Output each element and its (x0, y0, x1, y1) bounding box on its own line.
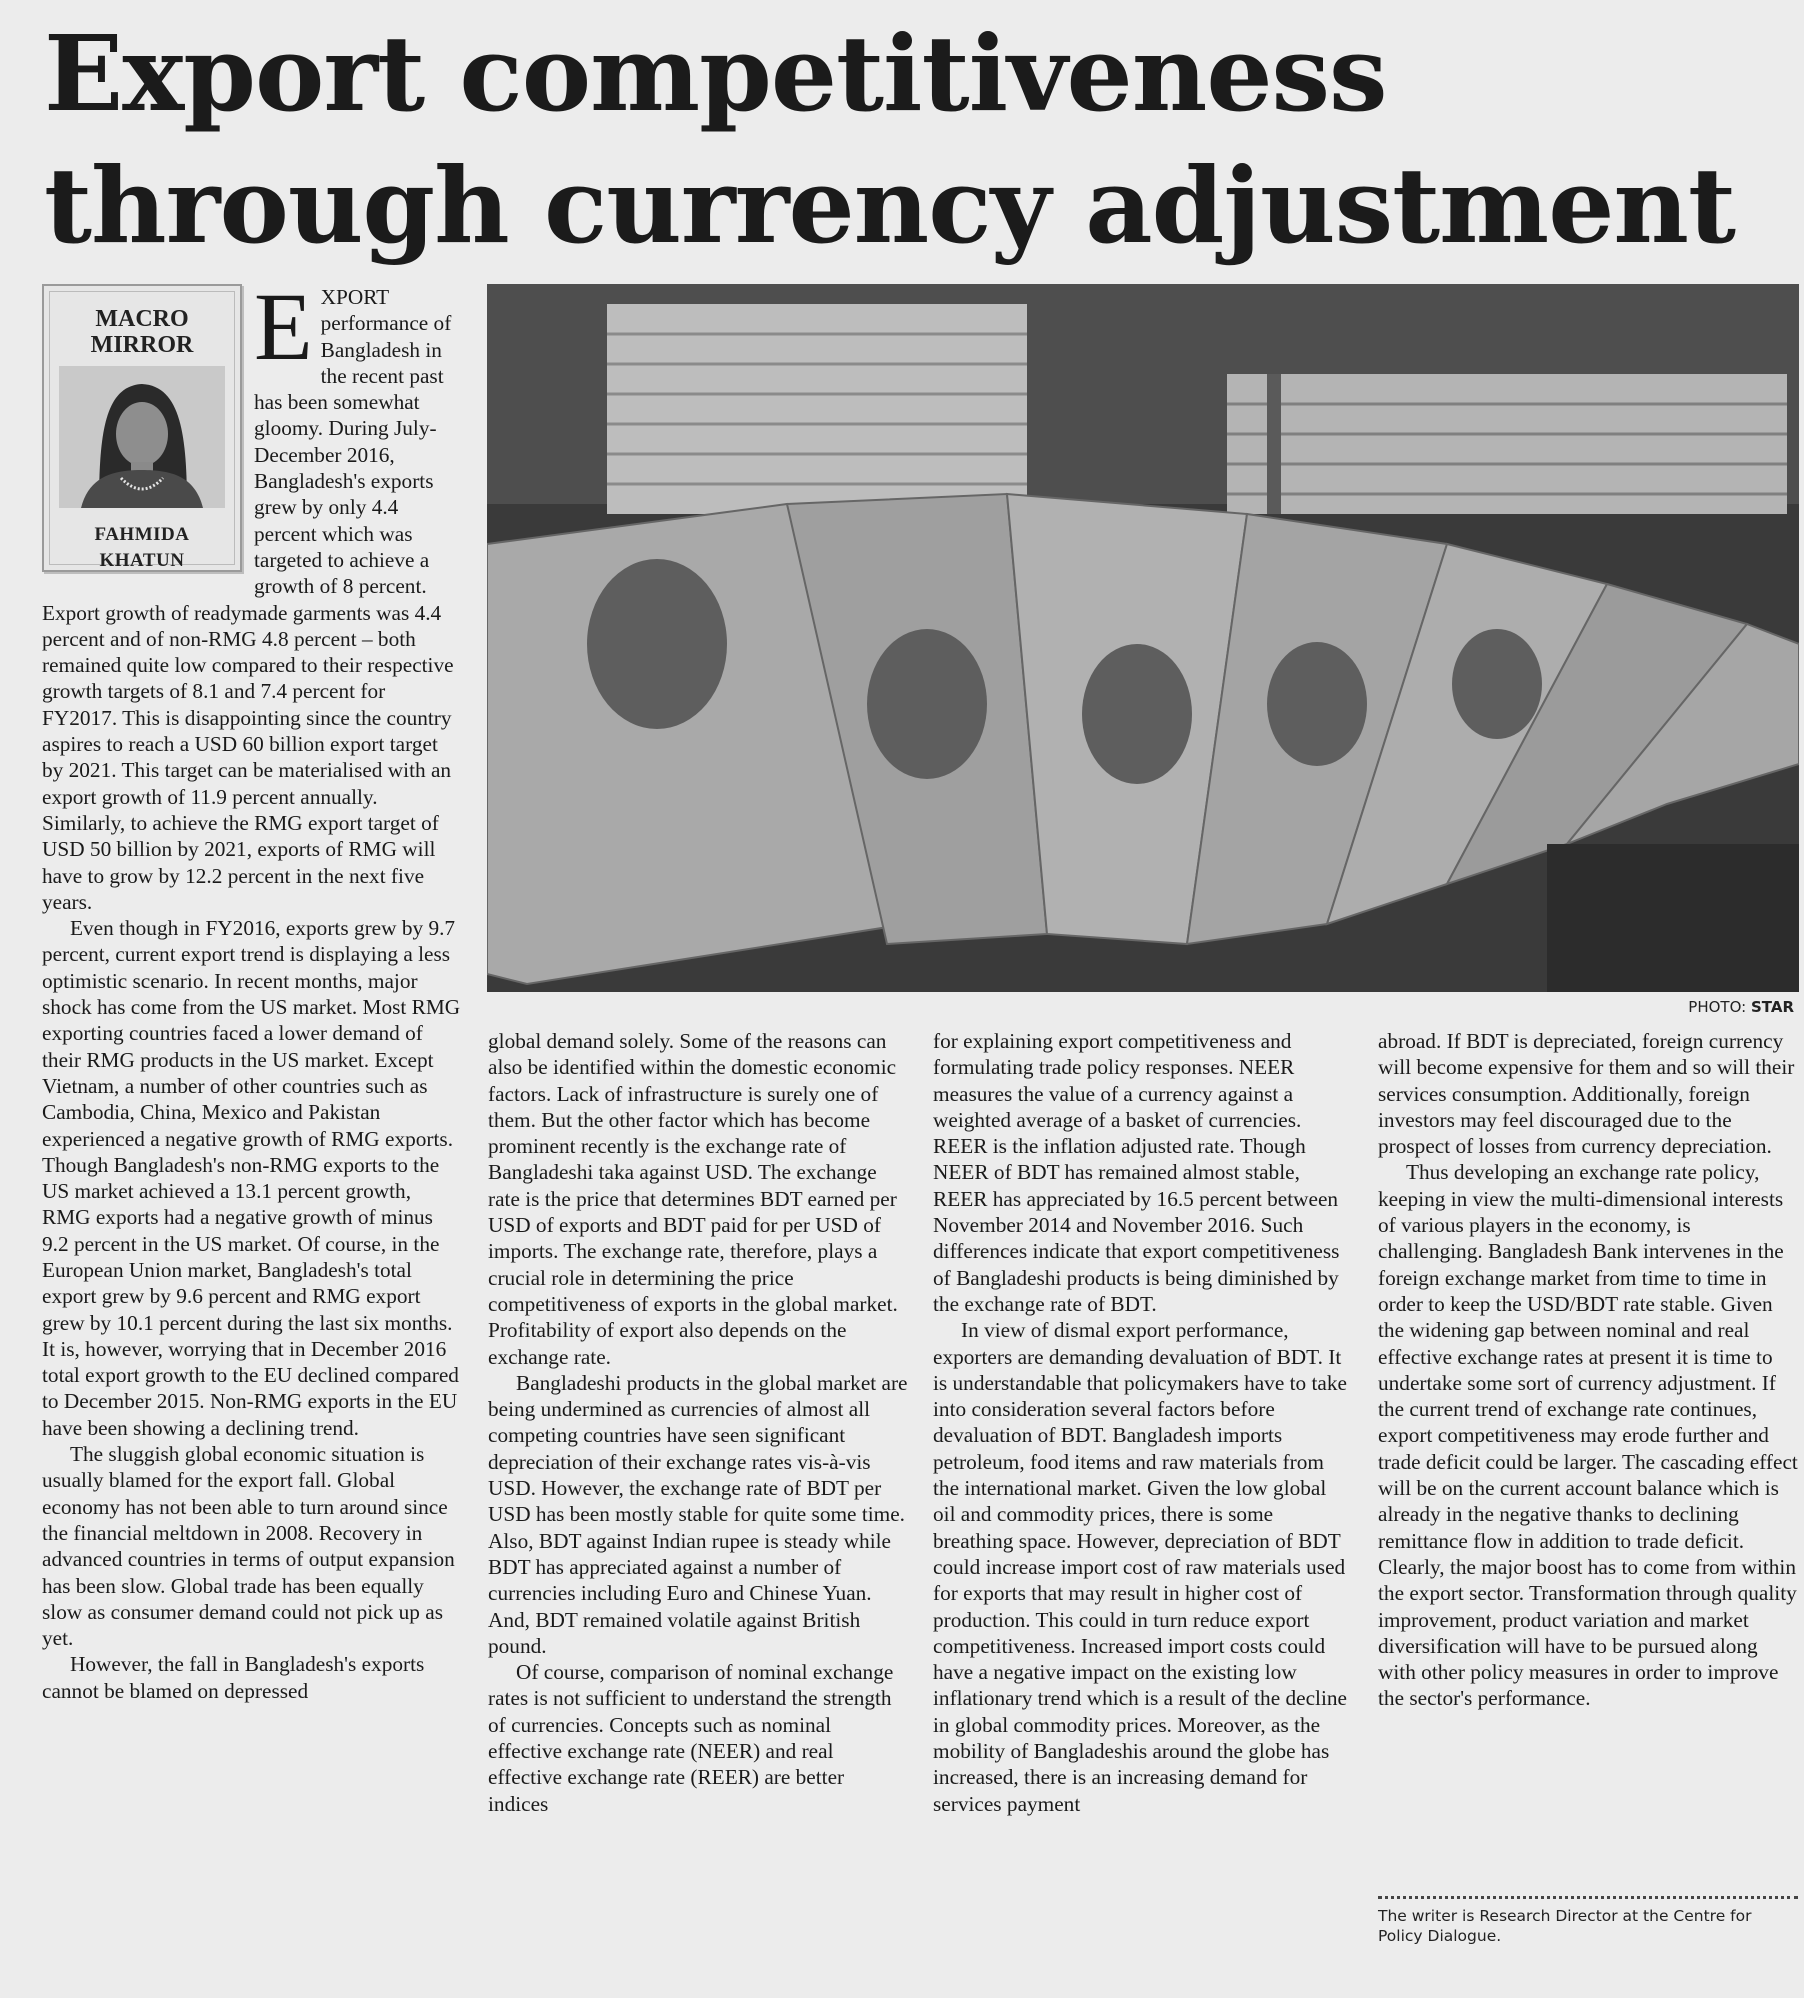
paragraph: abroad. If BDT is depreciated, foreign currency will become expensive for them and so will their services consumption. Additionally, foreign investors may feel discouraged due to the prospect of losses from currency depreciation. (1378, 1029, 1795, 1159)
column-name (50, 306, 234, 358)
photo-credit-label: PHOTO: (1688, 998, 1747, 1016)
paragraph: for explaining export competitiveness and formulating trade policy responses. NEER measures the value of a currency against a weighted average of a basket of currencies. REER is the inflation adjusted rate. Though NEER of BDT has remained almost stable, REER has appreciated by 16.5 percent between November 2014 and November 2016. Such differences indicate that export competitiveness of Bangladeshi products is being diminished by the exchange rate of BDT. (933, 1029, 1340, 1316)
column-name-line-1: MACRO (95, 306, 189, 332)
column-name-line-2: MIRROR (90, 332, 194, 358)
banknotes-photo (487, 284, 1799, 992)
author-portrait (59, 366, 225, 508)
article-column-3 (933, 1028, 1353, 1817)
article-column-1 (42, 273, 462, 1704)
photo-credit-source: STAR (1750, 998, 1794, 1016)
article-column-2 (488, 1028, 908, 1817)
paragraph: Bangladeshi products in the global market are being undermined as currencies of almost all competing countries have seen significant depreciation of their exchange rates vis-à-vis USD. However, the exchange rate of BDT per USD has been mostly stable for quite some time. Also, BDT against Indian rupee is steady while BDT has appreciated against a number of currencies including Euro and Chinese Yuan. And, BDT remained volatile against British pound. (488, 1370, 908, 1658)
paragraph: XPORT performance of Bangladesh in the recent past has been somewhat gloomy. During July-December 2016, Bangladesh's exports grew by only 4.4 percent which was targeted to achieve a growth of 8 percent. Export growth of readymade garments was 4.4 percent and of non-RMG 4.8 percent – both remained quite low compared to their respective growth targets of 8.1 and 7.4 percent for FY2017. This is disappointing since the country aspires to reach a USD 60 billion export target by 2021. This target can be materialised with an export growth of 11.9 percent annually. Similarly, to achieve the RMG export target of USD 50 billion by 2021, exports of RMG will have to grow by 12.2 percent in the next five years. (42, 285, 454, 914)
paragraph: Thus developing an exchange rate policy, keeping in view the multi-dimensional interests of various players in the economy, is challenging. Bangladesh Bank intervenes in the foreign exchange market from time to time in order to keep the USD/BDT rate stable. Given the widening gap between nominal and real effective exchange rates at present it is time to undertake some sort of currency adjustment. If the current trend of exchange rate continues, export competitiveness may erode further and trade deficit could be larger. The cascading effect will be on the current account balance which is already in the negative thanks to declining remittance flow in addition to trade deficit. Clearly, the major boost has to come from within the export sector. Transformation through quality improvement, product variation and market diversification will have to be pursued along with other policy measures in order to improve the sector's performance. (1378, 1160, 1798, 1711)
paragraph: However, the fall in Bangladesh's exports cannot be blamed on depressed (42, 1652, 425, 1703)
paragraph: Even though in FY2016, exports grew by 9.7 percent, current export trend is displaying a less optimistic scenario. In recent months, major shock has come from the US market. Most RMG exporting countries faced a lower demand of their RMG products in the US market. Except Vietnam, a number of other countries such as Cambodia, China, Mexico and Pakistan experienced a negative growth of RMG exports. Though Bangladesh's non-RMG exports to the US market achieved a 13.1 percent growth, RMG exports had a negative growth of minus 9.2 percent in the US market. Of course, in the European Union market, Bangladesh's total export grew by 9.6 percent and RMG export grew by 10.1 percent during the last six months. It is, however, worrying that in December 2016 total export growth to the EU declined compared to December 2015. Non-RMG exports in the EU have been showing a declining trend. (42, 916, 461, 1440)
article-column-4 (1378, 1028, 1800, 1712)
paragraph: In view of dismal export performance, exporters are demanding devaluation of BDT. It is understandable that policymakers have to take into consideration several factors before devaluation of BDT. Bangladesh imports petroleum, food items and raw materials from the international market. Given the low global oil and commodity prices, there is some breathing space. However, depreciation of BDT could increase import cost of raw materials used for exports that may result in higher cost of production. This could in turn reduce export competitiveness. Increased import costs could have a negative impact on the existing low inflationary trend which is a result of the decline in global commodity prices. Moreover, as the mobility of Bangladeshis around the globe has increased, there is an increasing demand for services payment (933, 1318, 1347, 1816)
headline: Export competitiveness through currency adjustment (44, 12, 1736, 267)
paragraph: Of course, comparison of nominal exchange rates is not sufficient to understand the strength of currencies. Concepts such as nominal effective exchange rate (NEER) and real effective exchange rate (REER) are better indices (488, 1660, 894, 1816)
drop-cap: E (254, 273, 313, 380)
paragraph: global demand solely. Some of the reasons can also be identified within the domestic economic factors. Lack of infrastructure is surely one of them. But the other factor which has become prominent recently is the exchange rate of Bangladeshi taka against USD. The exchange rate is the price that determines BDT earned per USD of exports and BDT paid for per USD of imports. The exchange rate, therefore, plays a crucial role in determining the price competitiveness of exports in the global market. Profitability of export also depends on the exchange rate. (488, 1029, 898, 1369)
author-name: FAHMIDA KHATUN (94, 524, 190, 572)
footnote-divider (1378, 1896, 1798, 1899)
paragraph: The sluggish global economic situation is usually blamed for the export fall. Global economy has not been able to turn around since the financial meltdown in 2008. Recovery in advanced countries in terms of output expansion has been slow. Global trade has been equally slow as consumer demand could not pick up as yet. (42, 1442, 455, 1651)
author-box (42, 284, 242, 572)
author-footnote: The writer is Research Director at the Centre for Policy Dialogue. (1378, 1907, 1752, 1945)
photo-credit (1600, 998, 1794, 1016)
